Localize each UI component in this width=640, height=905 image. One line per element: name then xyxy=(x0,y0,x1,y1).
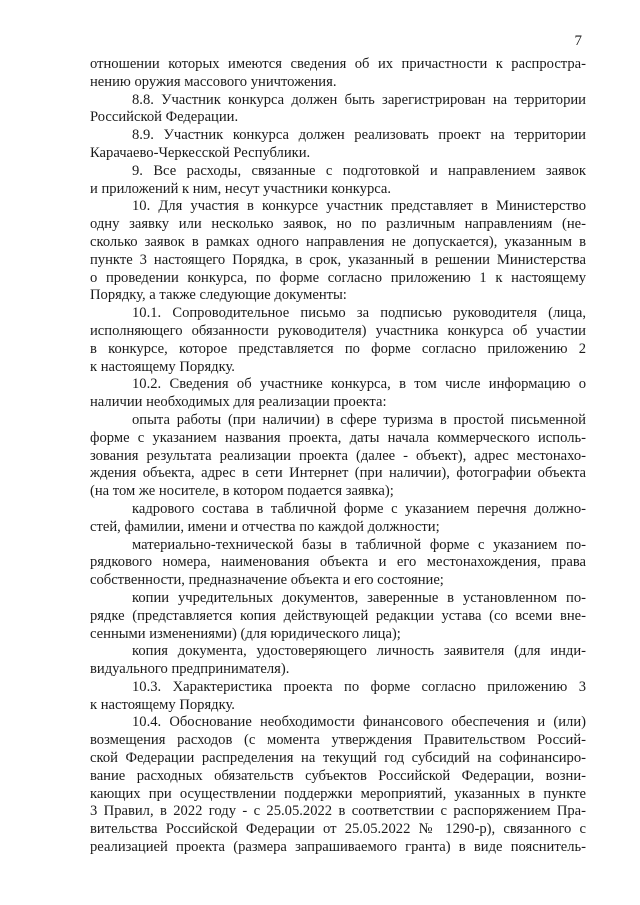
text-line: видуального предпринимателя). xyxy=(90,661,290,678)
text-line: и приложений к ним, несут участники конкурса. xyxy=(90,180,392,197)
text-line: сенными изменениями) (для юридического лица); xyxy=(90,625,401,642)
text-line: 10. Для участия в конкурсе участник представляет в Министерство xyxy=(132,198,586,215)
text-line: отношении которых имеются сведения об их причастности к распростра- xyxy=(90,56,586,72)
text-line: 10.1. Сопроводительное письмо за подписью руководителя (лица, xyxy=(132,305,586,322)
text-line: ждения объекта, адрес в сети Интернет (при наличии), фотографии объекта xyxy=(90,465,586,482)
text-line: пункте 3 настоящего Порядка, в срок, указанный в решении Министерства xyxy=(90,251,586,268)
text-line: 10.2. Сведения об участнике конкурса, в том числе информацию о xyxy=(132,376,586,393)
text-line: ской Федерации распределения на текущий год субсидий на софинансиро- xyxy=(90,750,586,767)
text-line: реализацией проекта (размера запрашиваемого гранта) в виде пояснитель- xyxy=(90,839,586,856)
text-line: сколько заявок в рамках одного направления не допускается), указанным в xyxy=(90,233,586,250)
text-line: 3 Правил, в 2022 году - с 25.05.2022 в соответствии с распоряжением Пра- xyxy=(90,803,586,820)
text-line: кающих при осуществлении поддержки мероприятий, указанных в пункте xyxy=(90,785,586,802)
text-line: наличии необходимых для реализации проекта: xyxy=(90,394,387,411)
text-line: стей, фамилии, имени и отчества по каждой должности; xyxy=(90,518,440,535)
document-body xyxy=(90,56,586,857)
text-line: Карачаево-Черкесской Республики. xyxy=(90,144,311,161)
text-line: вительства Российской Федерации от 25.05.2022 № 1290-р), связанного с xyxy=(90,821,586,838)
text-line: 10.4. Обоснование необходимости финансового обеспечения и (или) xyxy=(132,714,586,731)
text-line: вание расходных обязательств субъектов Российской Федерации, возни- xyxy=(90,767,586,784)
text-line: к настоящему Порядку. xyxy=(90,358,235,375)
page-number: 7 xyxy=(574,33,582,49)
text-line: кадрового состава в табличной форме с указанием перечня должно- xyxy=(132,500,586,517)
text-line: одну заявку или несколько заявок, но по различным направлениям (не- xyxy=(90,216,586,233)
text-line: Российской Федерации. xyxy=(90,109,239,126)
text-line: Порядку, а также следующие документы: xyxy=(90,287,347,304)
text-line: в конкурсе, которое представляется по форме согласно приложению 2 xyxy=(90,340,586,357)
text-line: копия документа, удостоверяющего личность заявителя (для инди- xyxy=(132,643,586,660)
text-line: 8.9. Участник конкурса должен реализовать проект на территории xyxy=(132,127,586,144)
text-line: опыта работы (при наличии) в сфере туризма в простой письменной xyxy=(132,411,586,428)
text-line: нению оружия массового уничтожения. xyxy=(90,73,337,90)
text-line: собственности, предназначение объекта и его состояние; xyxy=(90,572,444,589)
text-line: о проведении конкурса, по форме согласно приложению 1 к настоящему xyxy=(90,269,586,286)
text-line: рядке (представляется копия действующей редакции устава (со всеми вне- xyxy=(90,607,586,624)
text-line: к настоящему Порядку. xyxy=(90,696,235,713)
text-line: 9. Все расходы, связанные с подготовкой и направлением заявок xyxy=(132,162,586,179)
text-line: 8.8. Участник конкурса должен быть зарегистрирован на территории xyxy=(132,91,586,108)
text-line: возмещения расходов (с момента утверждения Правительством Россий- xyxy=(90,732,586,749)
text-line: зования результата реализации проекта (далее - объект), адрес местонахо- xyxy=(90,447,586,464)
text-line: копии учредительных документов, заверенные в установленном по- xyxy=(132,589,586,606)
text-line: исполняющего обязанности руководителя) участника конкурса об участии xyxy=(90,322,586,339)
text-line: рядкового номера, наименования объекта и его местонахождения, права xyxy=(90,554,586,571)
text-line: материально-технической базы в табличной форме с указанием по- xyxy=(132,536,586,553)
text-line: 10.3. Характеристика проекта по форме согласно приложению 3 xyxy=(132,678,586,695)
text-line: форме с указанием названия проекта, даты начала коммерческого исполь- xyxy=(90,429,586,446)
text-line: (на том же носителе, в котором подается заявка); xyxy=(90,483,394,500)
